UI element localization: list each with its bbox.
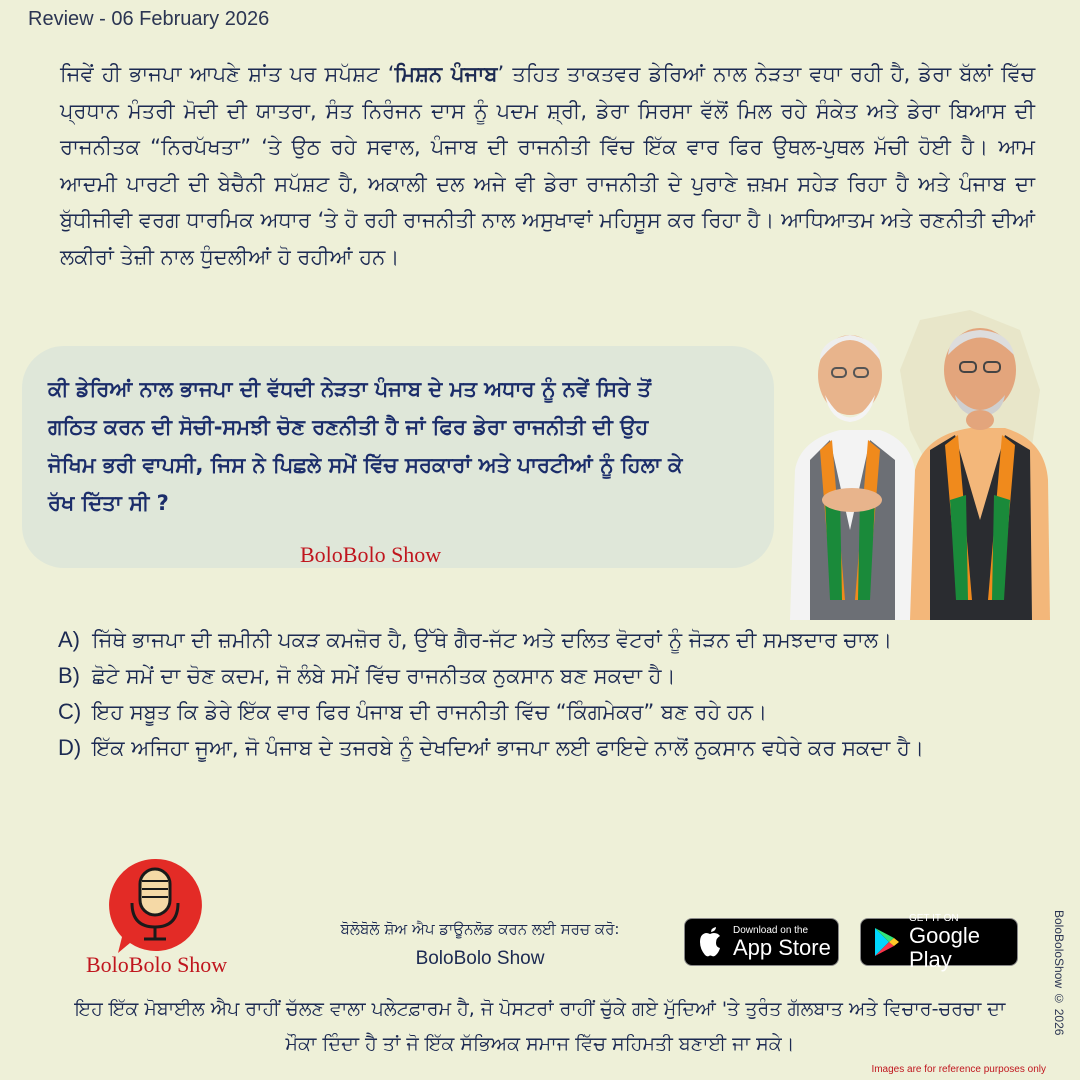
option-text: ਇਹ ਸਬੂਤ ਕਿ ਡੇਰੇ ਇੱਕ ਵਾਰ ਫਿਰ ਪੰਜਾਬ ਦੀ ਰਾਜਨੀਤੀ ਵਿੱਚ “ਕਿੰਗਮੇਕਰ” ਬਣ ਰਹੇ ਹਨ। <box>92 700 768 724</box>
review-date: Review - 06 February 2026 <box>28 8 270 30</box>
figure-left <box>790 335 918 620</box>
option-letter: A) <box>58 627 80 652</box>
options-list <box>58 622 938 766</box>
app-store-big: App Store <box>733 934 831 960</box>
google-play-big: Google Play <box>909 922 980 972</box>
apple-icon <box>695 926 725 958</box>
option-text: ਛੋਟੇ ਸਮੇਂ ਦਾ ਚੋਣ ਕਦਮ, ਜੋ ਲੰਬੇ ਸਮੇਂ ਵਿੱਚ ਰਾਜਨੀਤਕ ਨੁਕਸਾਨ ਬਣ ਸਕਦਾ ਹੈ। <box>92 664 676 688</box>
option-letter: C) <box>58 699 82 724</box>
option-b[interactable] <box>58 658 938 694</box>
google-play-small: GET IT ON <box>909 912 959 924</box>
option-d[interactable] <box>58 730 938 766</box>
intro-after: ’ ਤਹਿਤ ਤਾਕਤਵਰ ਡੇਰਿਆਂ ਨਾਲ ਨੇੜਤਾ ਵਧਾ ਰਹੀ ਹੈ, ਡੇਰਾ ਬੱਲਾਂ ਵਿੱਚ ਪ੍ਰਧਾਨ ਮੰਤਰੀ ਮੋਦੀ ਦੀ ਯਾਤਰਾ, ਸੰਤ ਨਿਰੰਜਨ ਦਾਸ ਨੂੰ ਪਦਮ ਸ਼੍ਰੀ, ਡੇਰਾ ਸਿਰਸਾ ਵੱਲੋਂ ਮਿਲ ਰਹੇ ਸੰਕੇਤ ਅਤੇ ਡੇਰਾ ਬਿਆਸ ਦੀ ਰਾਜਨੀਤਕ “ਨਿਰਪੱਖਤਾ” ‘ਤੇ ਉਠ ਰਹੇ ਸਵਾਲ, ਪੰਜਾਬ ਦੀ ਰਾਜਨੀਤੀ ਵਿੱਚ ਇੱਕ ਵਾਰ ਫਿਰ ਉਥਲ-ਪੁਥਲ ਮੱਚੀ ਹੋਈ ਹੈ। ਆਮ ਆਦਮੀ ਪਾਰਟੀ ਦੀ ਬੇਚੈਨੀ ਸਪੱਸ਼ਟ ਹੈ, ਅਕਾਲੀ ਦਲ ਅਜੇ ਵੀ ਡੇਰਾ ਰਾਜਨੀਤੀ ਦੇ ਪੁਰਾਣੇ ਜ਼ਖ਼ਮ ਸਹੇੜ ਰਿਹਾ ਹੈ ਅਤੇ ਪੰਜਾਬ ਦਾ ਬੁੱਧੀਜੀਵੀ ਵਰਗ ਧਾਰਮਿਕ ਅਧਾਰ ‘ਤੇ ਹੋ ਰਹੀ ਰਾਜਨੀਤੀ ਨਾਲ ਅਸੁਖਾਵਾਂ ਮਹਿਸੂਸ ਕਰ ਰਿਹਾ ਹੈ। ਆਧਿਆਤਮ ਅਤੇ ਰਣਨੀਤੀ ਦੀਆਂ ਲਕੀਰਾਂ ਤੇਜ਼ੀ ਨਾਲ ਧੁੰਦਲੀਆਂ ਹੋ ਰਹੀਆਂ ਹਨ। <box>60 62 1036 269</box>
question-text: ਕੀ ਡੇਰਿਆਂ ਨਾਲ ਭਾਜਪਾ ਦੀ ਵੱਧਦੀ ਨੇੜਤਾ ਪੰਜਾਬ ਦੇ ਮਤ ਅਧਾਰ ਨੂੰ ਨਵੇਂ ਸਿਰੇ ਤੋਂ ਗਠਿਤ ਕਰਨ ਦੀ ਸੋਚੀ-ਸਮਝੀ ਚੋਣ ਰਣਨੀਤੀ ਹੈ ਜਾਂ ਫਿਰ ਡੇਰਾ ਰਾਜਨੀਤੀ ਦੀ ਉਹ ਜੋਖਿਮ ਭਰੀ ਵਾਪਸੀ, ਜਿਸ ਨੇ ਪਿਛਲੇ ਸਮੇਂ ਵਿੱਚ ਸਰਕਾਰਾਂ ਅਤੇ ਪਾਰਟੀਆਂ ਨੂੰ ਹਿਲਾ ਕੇ ਰੱਖ ਦਿੱਤਾ ਸੀ ? <box>48 377 683 515</box>
app-store-button[interactable] <box>684 918 839 966</box>
leaders-illustration <box>770 300 1060 620</box>
app-search-prompt: ਬੋਲੋਬੋਲੋ ਸ਼ੋਅ ਐਪ ਡਾਊਨਲੋਡ ਕਰਨ ਲਈ ਸਰਚ ਕਰੋ: <box>340 920 620 938</box>
microphone-logo-icon <box>90 855 220 955</box>
app-store-small: Download on the <box>733 924 809 936</box>
app-name: BoloBolo Show <box>415 948 545 969</box>
google-play-icon <box>871 926 901 958</box>
option-c[interactable] <box>58 694 938 730</box>
option-text: ਜਿੱਥੇ ਭਾਜਪਾ ਦੀ ਜ਼ਮੀਨੀ ਪਕੜ ਕਮਜ਼ੋਰ ਹੈ, ਉੱਥੇ ਗੈਰ-ਜੱਟ ਅਤੇ ਦਲਿਤ ਵੋਟਰਾਂ ਨੂੰ ਜੋੜਨ ਦੀ ਸਮਝਦਾਰ ਚਾਲ। <box>92 628 893 652</box>
intro-paragraph <box>60 56 1035 275</box>
option-letter: B) <box>58 663 80 688</box>
logo-brand: BoloBolo Show <box>86 952 228 977</box>
intro-highlight: ਮਿਸ਼ਨ ਪੰਜਾਬ <box>394 62 498 86</box>
intro-before: ਜਿਵੇਂ ਹੀ ਭਾਜਪਾ ਆਪਣੇ ਸ਼ਾਂਤ ਪਰ ਸਪੱਸ਼ਟ ‘ <box>60 62 395 86</box>
image-disclaimer: Images are for reference purposes only <box>871 1064 1046 1075</box>
option-letter: D) <box>58 735 82 760</box>
option-a[interactable] <box>58 622 938 658</box>
copyright-vertical: BoloBoloShow © 2026 <box>1052 910 1066 1036</box>
option-text: ਇੱਕ ਅਜਿਹਾ ਜੂਆ, ਜੋ ਪੰਜਾਬ ਦੇ ਤਜਰਬੇ ਨੂੰ ਦੇਖਦਿਆਂ ਭਾਜਪਾ ਲਈ ਫਾਇਦੇ ਨਾਲੋਂ ਨੁਕਸਾਨ ਵਧੇਰੇ ਕਰ ਸਕਦਾ ਹੈ। <box>92 736 925 760</box>
card-brand: BoloBolo Show <box>300 542 442 567</box>
google-play-button[interactable] <box>860 912 1018 972</box>
platform-description: ਇਹ ਇੱਕ ਮੋਬਾਈਲ ਐਪ ਰਾਹੀਂ ਚੱਲਣ ਵਾਲਾ ਪਲੇਟਫ਼ਾਰਮ ਹੈ, ਜੋ ਪੋਸਟਰਾਂ ਰਾਹੀਂ ਚੁੱਕੇ ਗਏ ਮੁੱਦਿਆਂ 'ਤੇ ਤੁਰੰਤ ਗੱਲਬਾਤ ਅਤੇ ਵਿਚਾਰ-ਚਰਚਾ ਦਾ ਮੌਕਾ ਦਿੰਦਾ ਹੈ ਤਾਂ ਜੋ ਇੱਕ ਸੱਭਿਅਕ ਸਮਾਜ ਵਿੱਚ ਸਹਿਮਤੀ ਬਣਾਈ ਜਾ ਸਕੇ। <box>74 998 1006 1055</box>
